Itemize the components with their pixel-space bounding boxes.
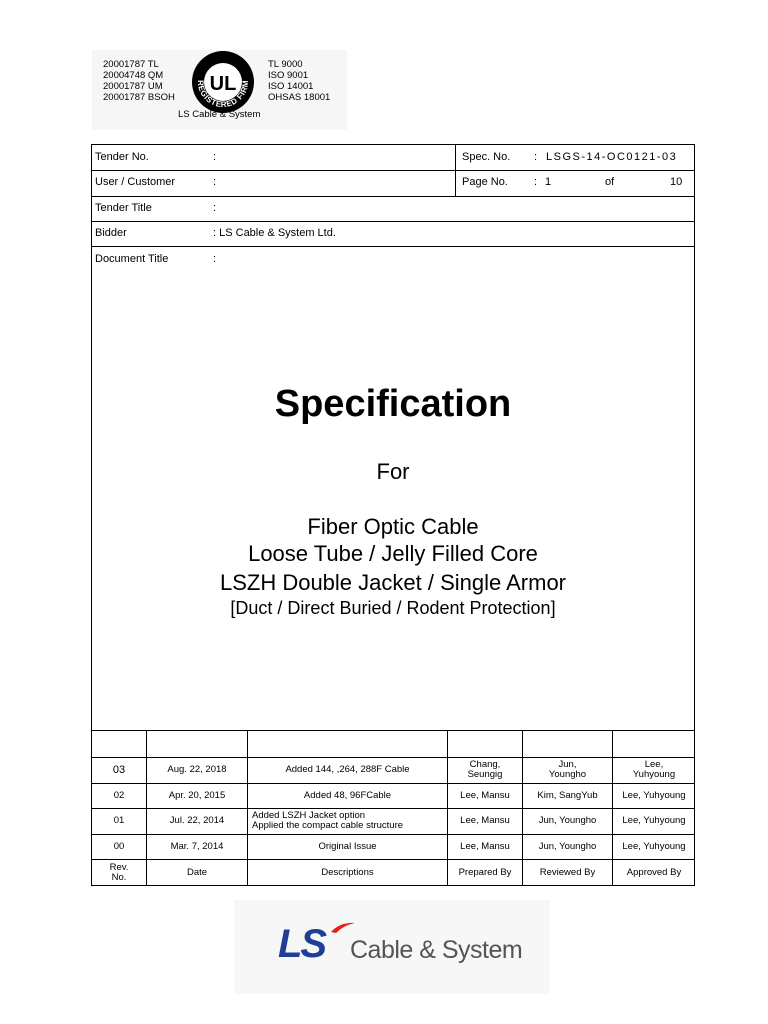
ls-logo-name: Cable & System	[350, 936, 523, 964]
rev-no: 03	[112, 764, 126, 776]
rev-date: Jul. 22, 2014	[169, 815, 225, 826]
document-title-line-3: LSZH Double Jacket / Single Armor	[219, 570, 567, 595]
page-total: 10	[670, 176, 683, 188]
ls-swoosh-icon	[330, 920, 356, 934]
spec-no-value: LSGS-14-OC0121-03	[546, 151, 678, 163]
tender-title-value: :	[213, 202, 217, 214]
svg-text:UL: UL	[209, 73, 237, 95]
rev-description: Original Issue	[318, 840, 377, 852]
tender-no-label: Tender No.	[95, 151, 149, 163]
cert-codes-left	[103, 59, 175, 103]
tender-no-value: :	[213, 151, 217, 163]
row-divider	[92, 246, 694, 247]
document-title-label: Document Title	[95, 253, 169, 265]
cert-company-name: LS Cable & System	[178, 109, 261, 120]
ls-cable-system-logo	[234, 900, 550, 994]
user-customer-value: :	[213, 176, 217, 188]
rev-date: Aug. 22, 2018	[167, 764, 227, 775]
cert-standard: ISO 14001	[268, 81, 314, 92]
rev-approved-by: Lee, Yuhyoung	[622, 840, 686, 852]
svg-text:REGISTERED FIRM: REGISTERED FIRM	[195, 79, 251, 110]
rev-reviewed-by: Kim, SangYub	[537, 789, 598, 801]
rev-prepared-by: Lee, Mansu	[460, 789, 510, 801]
cert-standard: TL 9000	[268, 59, 303, 70]
cert-standards-right	[268, 59, 330, 103]
approved-by-header: Approved By	[626, 866, 682, 878]
document-title-value: :	[213, 253, 217, 265]
rev-no: 01	[113, 815, 125, 826]
reviewed-by-header: Reviewed By	[539, 866, 596, 878]
cert-standard: OHSAS 18001	[268, 92, 331, 103]
document-title-line-2: Loose Tube / Jelly Filled Core	[248, 541, 538, 566]
spec-cover-table	[91, 144, 695, 886]
prepared-by-header: Prepared By	[458, 866, 512, 878]
tender-title-label: Tender Title	[95, 202, 152, 214]
bidder-label: Bidder	[95, 227, 127, 239]
rev-description: Added 144, ,264, 288F Cable	[285, 764, 410, 775]
row-divider	[92, 170, 694, 171]
rev-no-header: Rev. No.	[109, 861, 129, 883]
cert-standard: ISO 9001	[268, 70, 309, 81]
page-no-colon: :	[534, 176, 538, 188]
date-header: Date	[186, 866, 208, 878]
rev-prepared-by: Lee, Mansu	[460, 815, 510, 826]
rev-description: Added LSZH Jacket option Applied the compact cable structure	[252, 810, 404, 831]
rev-reviewed-by: Jun, Youngho	[538, 840, 597, 852]
revision-table-top	[92, 730, 694, 731]
rev-description: Added 48, 96FCable	[303, 789, 392, 801]
page-current: 1	[545, 176, 552, 188]
rev-approved-by: Lee, Yuhyoung	[632, 759, 676, 780]
user-customer-label: User / Customer	[95, 176, 176, 188]
rev-date: Apr. 20, 2015	[168, 789, 226, 801]
cert-code: 20001787 TL	[103, 59, 159, 70]
rev-date: Mar. 7, 2014	[170, 840, 224, 852]
cert-code: 20001787 BSOH	[103, 92, 175, 103]
document-title-main: Specification	[274, 383, 512, 425]
rev-no: 02	[113, 789, 125, 801]
document-title-line-1: Fiber Optic Cable	[307, 514, 479, 539]
rev-prepared-by: Chang, Seungig	[467, 759, 503, 780]
row-divider	[92, 221, 694, 222]
ls-logo-mark: LS	[278, 922, 326, 966]
rev-reviewed-by: Jun, Youngho	[548, 759, 587, 780]
row-divider	[92, 196, 694, 197]
rev-reviewed-by: Jun, Youngho	[538, 815, 597, 826]
certification-block	[92, 50, 347, 130]
rev-prepared-by: Lee, Mansu	[460, 840, 510, 852]
spec-no-colon: :	[534, 151, 538, 163]
rev-approved-by: Lee, Yuhyoung	[622, 789, 686, 801]
document-title-line-4: [Duct / Direct Buried / Rodent Protection]	[230, 598, 556, 618]
rev-no: 00	[113, 840, 125, 852]
spec-no-label: Spec. No.	[462, 151, 511, 163]
column-divider	[455, 145, 456, 196]
descriptions-header: Descriptions	[321, 866, 374, 878]
ul-registered-firm-logo	[189, 48, 257, 116]
cert-code: 20001787 UM	[103, 81, 163, 92]
page-of: of	[605, 176, 615, 188]
rev-approved-by: Lee, Yuhyoung	[622, 815, 686, 826]
cert-code: 20004748 QM	[103, 70, 164, 81]
page-no-label: Page No.	[462, 176, 508, 188]
bidder-value: : LS Cable & System Ltd.	[213, 227, 336, 239]
document-title-for: For	[376, 459, 410, 484]
